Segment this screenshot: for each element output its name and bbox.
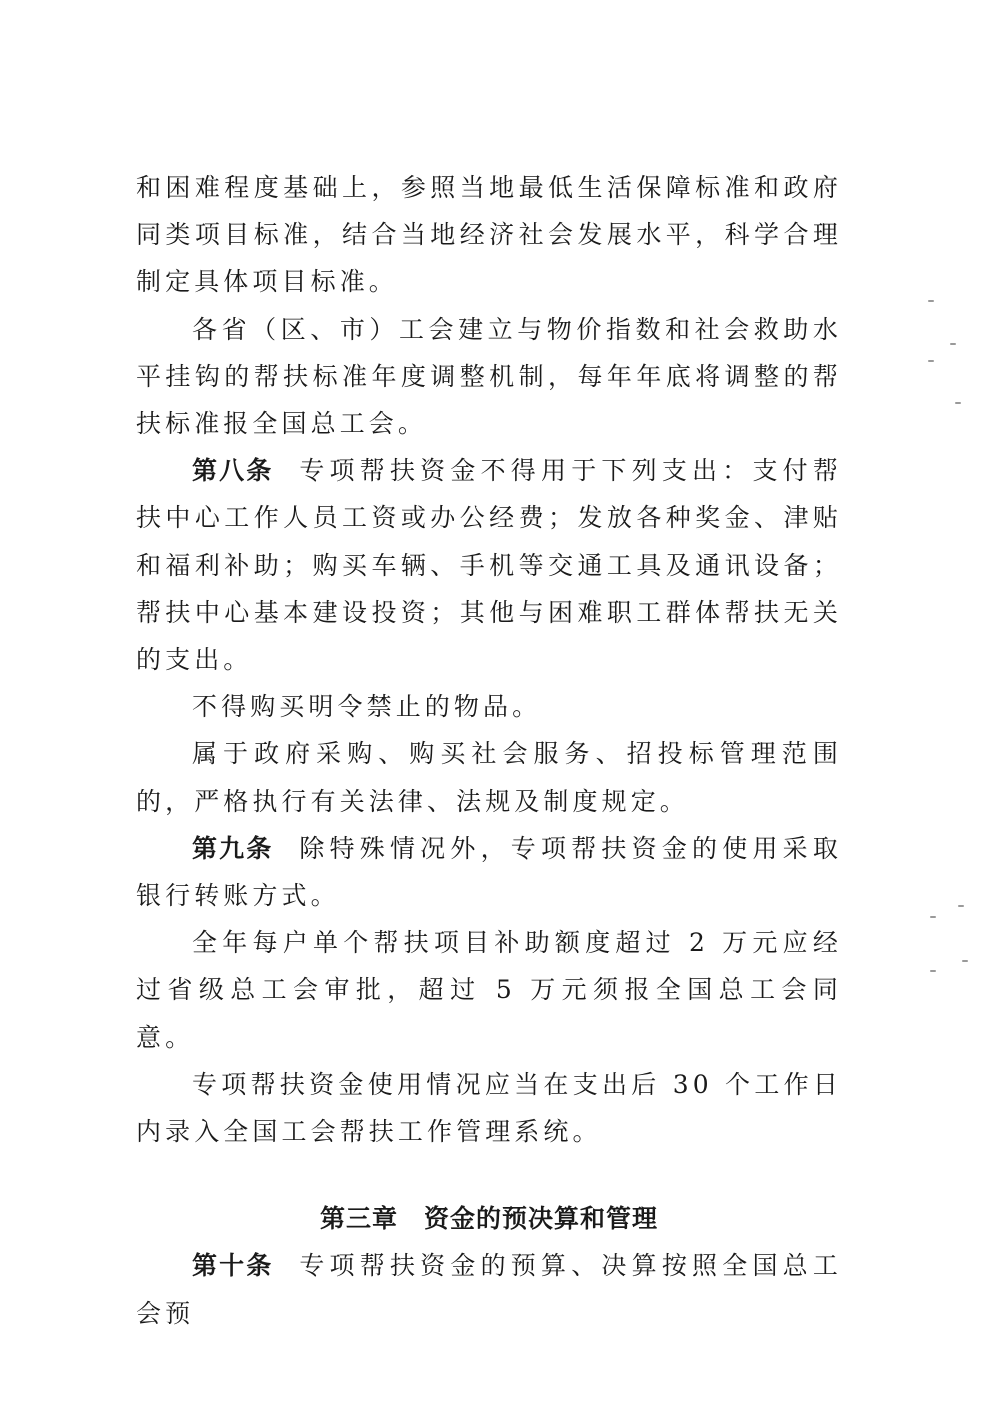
document-body <box>136 164 842 1337</box>
paragraph-text: 专项帮扶资金的预算、决算按照全国总工会预 <box>136 1251 842 1328</box>
scan-speck <box>950 343 956 345</box>
paragraph-text: 除特殊情况外，专项帮扶资金的使用采取银行转账方式。 <box>136 833 842 911</box>
article-number: 第十条 <box>192 1251 274 1281</box>
scan-speck <box>928 360 934 362</box>
article-number: 第八条 <box>192 456 274 486</box>
article-10 <box>136 1242 842 1336</box>
scan-speck <box>930 970 936 972</box>
scan-speck <box>930 916 936 918</box>
paragraph-text: 和困难程度基础上，参照当地最低生活保障标准和政府同类项目标准，结合当地经济社会发展水平，科学合理制定具体项目标准。 <box>136 173 842 297</box>
chapter-title: 资金的预决算和管理 <box>424 1204 659 1234</box>
article-number: 第九条 <box>192 833 274 863</box>
scan-speck <box>958 905 964 907</box>
article-8 <box>136 447 842 683</box>
paragraph-text: 属于政府采购、购买社会服务、招投标管理范围的，严格执行有关法律、法规及制度规定。 <box>136 739 842 816</box>
paragraph-procurement <box>136 730 842 824</box>
paragraph-text: 不得购买明令禁止的物品。 <box>192 692 542 722</box>
article-9 <box>136 825 842 919</box>
scan-speck <box>955 402 961 404</box>
chapter-number: 第三章 <box>319 1204 398 1234</box>
paragraph-text: 全年每户单个帮扶项目补助额度超过 2 万元应经过省级总工会审批，超过 5 万元须报全国总工会同意。 <box>136 928 842 1052</box>
chapter-heading <box>136 1195 842 1242</box>
scan-speck <box>928 300 934 302</box>
paragraph-continuation <box>136 164 842 306</box>
paragraph-prohibited-items <box>136 683 842 730</box>
paragraph-text: 专项帮扶资金不得用于下列支出：支付帮扶中心工作人员工资或办公经费；发放各种奖金、津贴和福利补助；购买车辆、手机等交通工具及通讯设备；帮扶中心基本建设投资；其他与困难职工群体帮扶无关的支出。 <box>136 456 842 675</box>
paragraph-text: 专项帮扶资金使用情况应当在支出后 30 个工作日内录入全国工会帮扶工作管理系统。 <box>136 1069 842 1147</box>
scan-speck <box>962 960 968 962</box>
paragraph-text: 各省（区、市）工会建立与物价指数和社会救助水平挂钩的帮扶标准年度调整机制，每年年底将调整的帮扶标准报全国总工会。 <box>136 314 842 439</box>
paragraph-approval-limits <box>136 919 842 1061</box>
paragraph-standard-adjustment <box>136 306 842 448</box>
paragraph-system-entry <box>136 1061 842 1155</box>
